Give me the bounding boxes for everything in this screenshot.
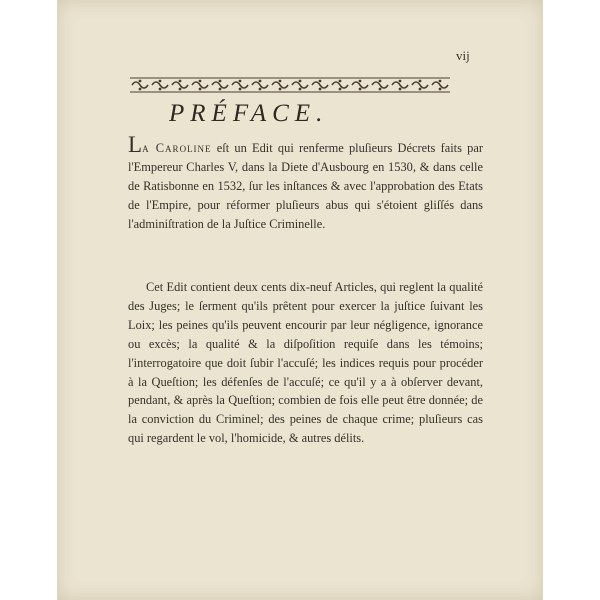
decorative-rule-ornament: [130, 76, 450, 94]
page-number: vij: [456, 48, 470, 63]
paragraph-2: Cet Edit contient deux cents dix-neuf Articles, qui reglent la qualité des Juges; le ſerment qu'ils prêtent pour exercer la juſtice ſuivant les Loix; les peines qu'ils peuvent encourir par leur négligence, ignorance ou excès; la qualité & la diſpoſition requiſe dans les témoins; l'interrogatoire que doit ſubir l'accuſé; les indices requis pour procéder à la Queſtion; les défenſes de l'accuſé; ce qu'il y a à obſerver devant, pendant, & après la Queſtion; combien de fois elle peut être donnée; de la conviction du Criminel; des peines de chaque crime; pluſieurs cas qui regardent le vol, l'homicide, & autres délits.: [128, 280, 483, 446]
paragraph-1-text: eſt un Edit qui renferme pluſieurs Décrets faits par l'Empereur Charles V, dans la Diete d'Ausbourg en 1530, & dans celle de Ratisbonne en 1532, ſur les inſtances & avec l'approbation des Etats de l'Empire, pour réformer pluſieurs abus qui s'étoient gliſſés dans l'adminiſtration de la Juſtice Criminelle.: [128, 141, 483, 231]
book-page: [57, 0, 543, 600]
drop-cap: L: [128, 132, 143, 157]
paragraph-1: [128, 132, 483, 234]
smallcaps-word: a Caroline: [142, 141, 212, 155]
page-title: PRÉFACE.: [169, 100, 329, 127]
